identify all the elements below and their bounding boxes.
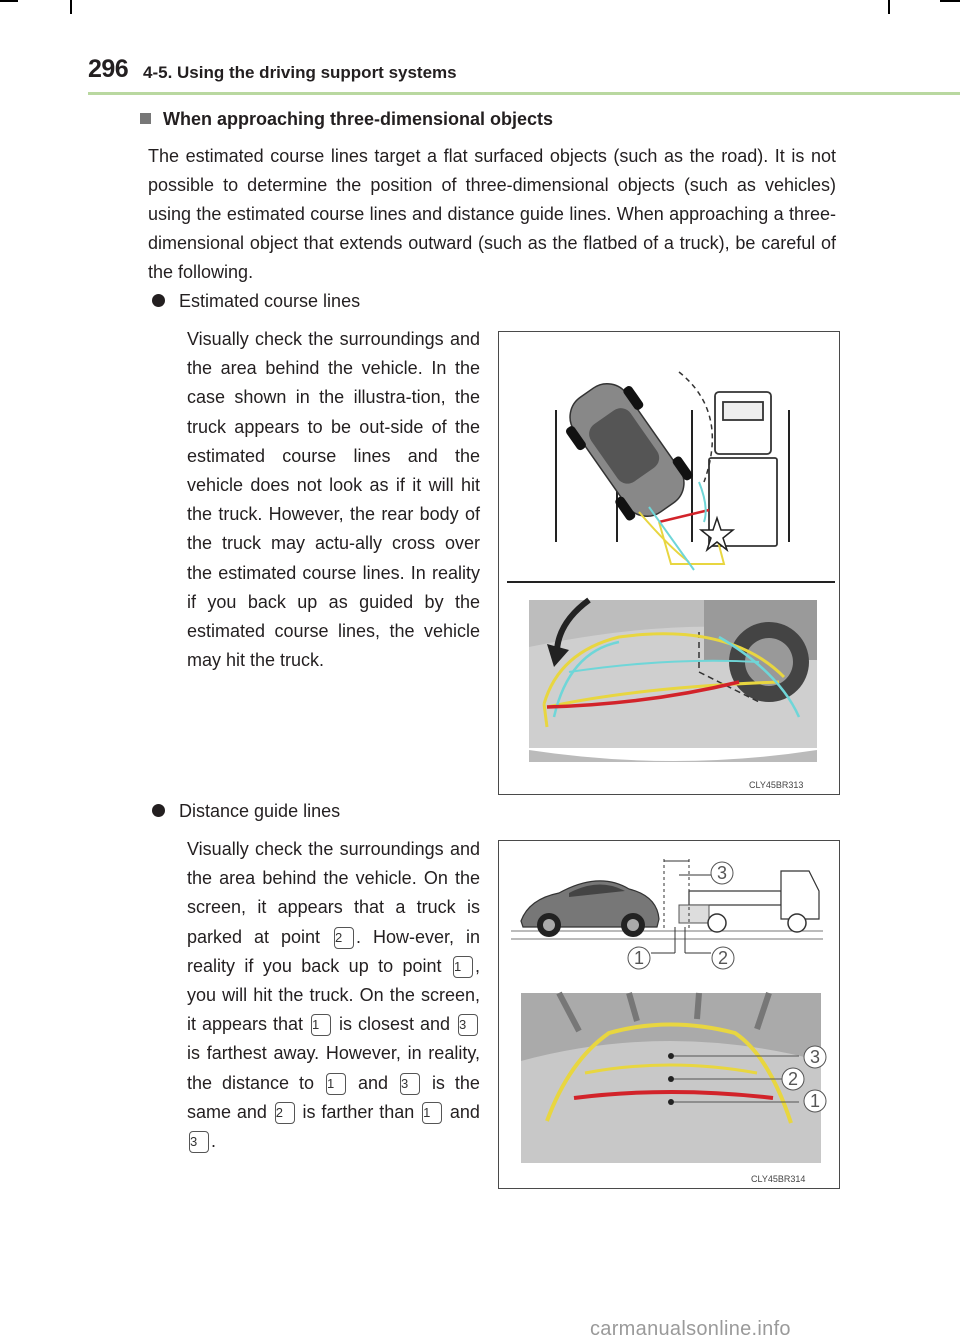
marker-3: 3 <box>400 1073 420 1095</box>
figure-estimated-course-lines <box>498 331 840 795</box>
marker-2: 2 <box>275 1102 295 1124</box>
header-rule <box>88 92 960 95</box>
illustration-distance-guide <box>499 841 839 1188</box>
page-number: 296 <box>88 55 129 83</box>
bullet1-text: Visually check the surroundings and the area behind the vehicle. In the case shown in the illustra-tion, the truck appears to be out-side of the estimated course lines and the vehicle does not look as if it will hit the truck. However, the rear body of the truck may actu-ally cross over the estimated course lines. In reality if you back up as guided by the estimated course lines, the vehicle may hit the truck. <box>187 329 480 671</box>
marker-3: 3 <box>189 1131 209 1153</box>
crop-mark <box>940 0 960 2</box>
crop-mark <box>0 0 18 2</box>
bullet-title: Distance guide lines <box>179 801 341 821</box>
figure-distance-guide-lines <box>498 840 840 1189</box>
crop-mark <box>70 0 72 14</box>
bullet-dot-icon <box>152 804 165 817</box>
bullet2-text: Visually check the surroundings and the area behind the vehicle. On the screen, it appears that a truck is parked at point 2 . How-ever, in reality if you back up to point 1 , you will hit the truck. On the screen, it appears that 1 is closest and 3 is farthest away. However, in reality, the distance to 1 and 3 is the same and 2 is farther than 1 and 3 . <box>187 839 480 1152</box>
section-title: 4-5. Using the driving support systems <box>143 63 457 82</box>
bullet-dot-icon <box>152 294 165 307</box>
figure-code: CLY45BR313 <box>749 780 804 790</box>
label-1: 1 <box>633 948 645 968</box>
label-2: 2 <box>717 948 729 968</box>
crop-mark <box>888 0 890 14</box>
marker-1: 1 <box>422 1102 442 1124</box>
marker-2: 2 <box>334 927 354 949</box>
label-2: 2 <box>787 1069 799 1089</box>
figure-code: CLY45BR314 <box>751 1174 806 1184</box>
marker-3: 3 <box>458 1014 478 1036</box>
subheading <box>140 109 553 130</box>
bullet-title: Estimated course lines <box>179 291 361 311</box>
subheading-text: When approaching three-dimensional objects <box>163 109 554 129</box>
marker-1: 1 <box>453 956 473 978</box>
bullet-estimated-course-lines <box>152 291 360 312</box>
marker-1: 1 <box>326 1073 346 1095</box>
bullet2-body <box>187 835 480 1156</box>
intro-paragraph: The estimated course lines target a flat surfaced objects (such as the road). It is not possible to determine the position of three-dimensional objects (such as vehicles) using the estimated course lines and distance guide lines. When approaching a three-dimensional object that extends outward (such as the flatbed of a truck), be careful of the following. <box>148 146 836 282</box>
square-bullet-icon <box>140 113 151 124</box>
label-1: 1 <box>809 1091 821 1111</box>
label-3: 3 <box>716 863 728 883</box>
bullet-distance-guide-lines <box>152 801 340 822</box>
bullet1-body <box>187 325 480 675</box>
watermark: carmanualsonline.info <box>590 1318 791 1340</box>
label-3: 3 <box>809 1047 821 1067</box>
marker-1: 1 <box>311 1014 331 1036</box>
illustration-estimated-course <box>499 332 839 794</box>
